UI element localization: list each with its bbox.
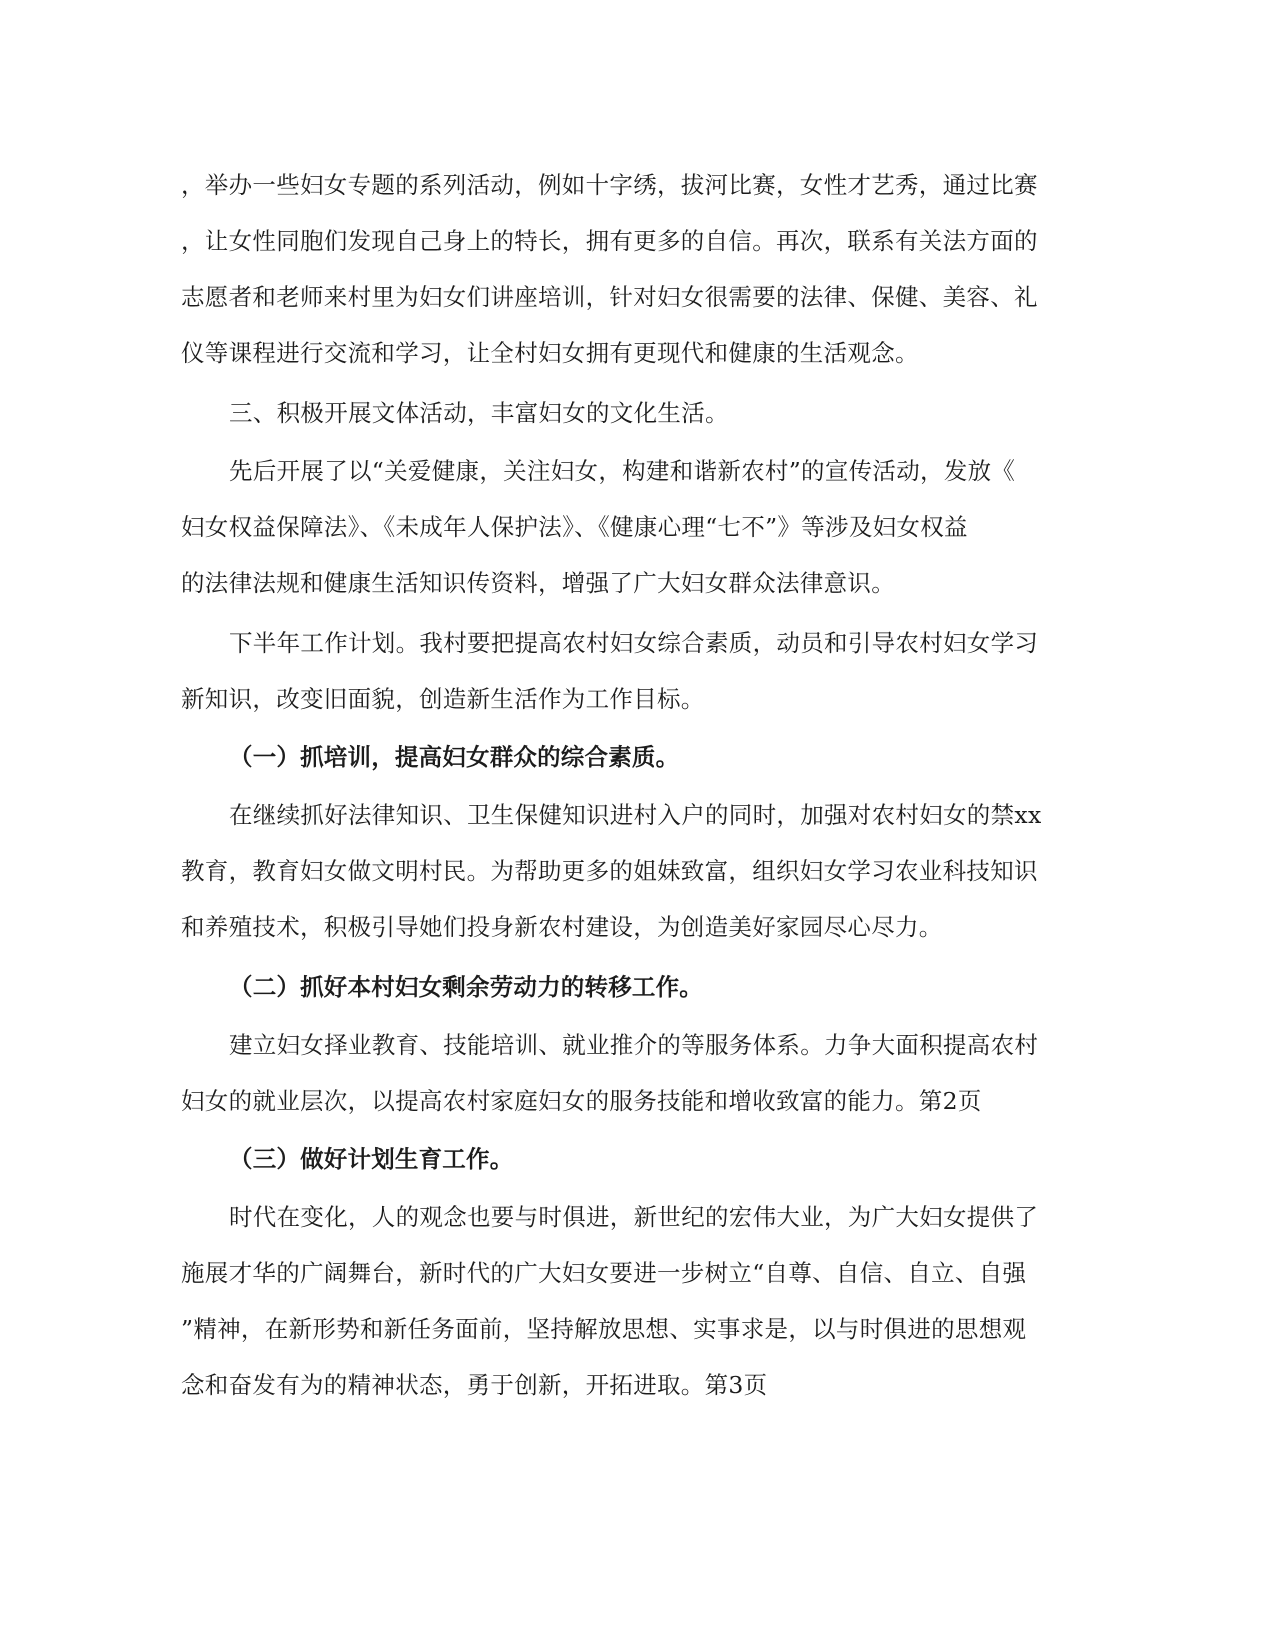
paragraph-line: 教育，教育妇女做文明村民。为帮助更多的姐妹致富，组织妇女学习农业科技知识 [181, 857, 1038, 885]
paragraph-line: ，举办一些妇女专题的系列活动，例如十字绣，拔河比赛，女性才艺秀，通过比赛 [181, 171, 1038, 199]
paragraph-line: ”精神，在新形势和新任务面前，坚持解放思想、实事求是，以与时俱进的思想观 [181, 1315, 1027, 1343]
paragraph-line: 和养殖技术，积极引导她们投身新农村建设，为创造美好家园尽心尽力。 [181, 913, 943, 941]
subsection-heading: （一）抓培训，提高妇女群众的综合素质。 [229, 743, 680, 771]
paragraph-line: 的法律法规和健康生活知识传资料，增强了广大妇女群众法律意识。 [181, 569, 895, 597]
paragraph-line: 新知识，改变旧面貌，创造新生活作为工作目标。 [181, 685, 705, 713]
paragraph-line: 下半年工作计划。我村要把提高农村妇女综合素质，动员和引导农村妇女学习 [229, 629, 1039, 657]
paragraph-line: 妇女的就业层次，以提高农村家庭妇女的服务技能和增收致富的能力。第2页 [181, 1087, 982, 1115]
paragraph-line: 妇女权益保障法》、《未成年人保护法》、《健康心理“七不”》等涉及妇女权益 [181, 513, 968, 541]
subsection-heading: （二）抓好本村妇女剩余劳动力的转移工作。 [229, 973, 703, 1001]
paragraph-line: 时代在变化，人的观念也要与时俱进，新世纪的宏伟大业，为广大妇女提供了 [229, 1203, 1039, 1231]
paragraph-line: 在继续抓好法律知识、卫生保健知识进村入户的同时，加强对农村妇女的禁xx [229, 801, 1042, 829]
subsection-heading: （三）做好计划生育工作。 [229, 1145, 514, 1173]
paragraph-line: ，让女性同胞们发现自己身上的特长，拥有更多的自信。再次，联系有关法方面的 [181, 227, 1038, 255]
paragraph-line: 建立妇女择业教育、技能培训、就业推介的等服务体系。力争大面积提高农村 [229, 1031, 1039, 1059]
paragraph-line: 志愿者和老师来村里为妇女们讲座培训，针对妇女很需要的法律、保健、美容、礼 [181, 283, 1038, 311]
paragraph-line: 施展才华的广阔舞台，新时代的广大妇女要进一步树立“自尊、自信、自立、自强 [181, 1259, 1027, 1287]
paragraph-line: 念和奋发有为的精神状态，勇于创新，开拓进取。第3页 [181, 1371, 768, 1399]
paragraph-line: 仪等课程进行交流和学习，让全村妇女拥有更现代和健康的生活观念。 [181, 339, 919, 367]
paragraph-line: 先后开展了以“关爱健康，关注妇女，构建和谐新农村”的宣传活动，发放《 [229, 457, 1016, 485]
section-heading: 三、积极开展文体活动，丰富妇女的文化生活。 [229, 399, 729, 427]
